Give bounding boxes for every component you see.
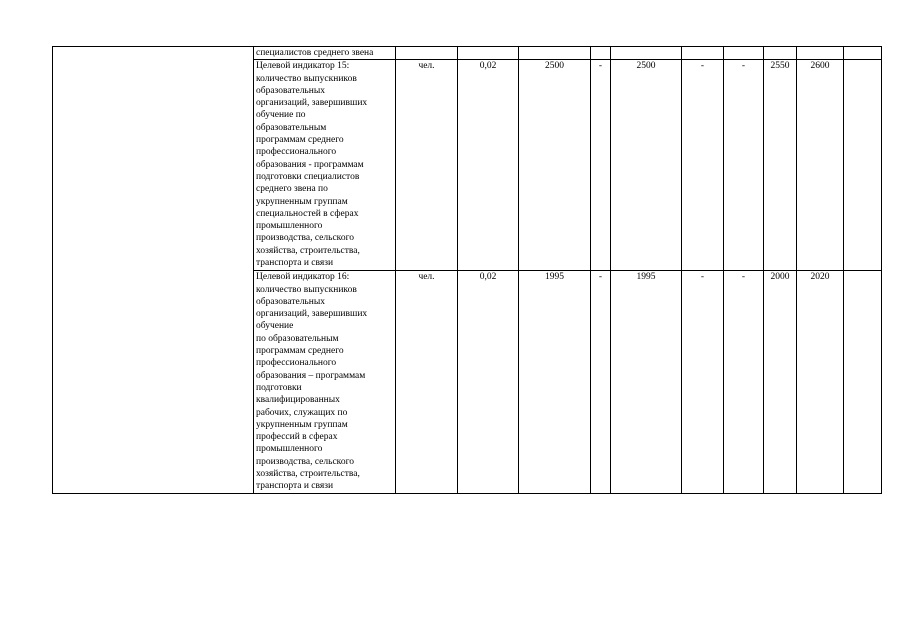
indicator-text-line: образовательных	[256, 85, 325, 96]
empty-cell	[724, 47, 764, 60]
value-cell: 2500	[611, 60, 682, 271]
indicator-text-line: промышленного	[256, 444, 323, 455]
value-cell	[844, 271, 882, 494]
indicator-text-line: транспорта и связи	[256, 481, 334, 492]
indicator-text-line: образования – программам	[256, 370, 366, 381]
indicator-text-line: программам среднего	[256, 346, 344, 357]
indicator-text-line: промышленного	[256, 221, 323, 232]
indicator-text-line: транспорта и связи	[256, 258, 334, 269]
indicator-text-line: обучение по	[256, 110, 306, 121]
indicator-text-line: количество выпускников	[256, 284, 357, 295]
value-cell: 2500	[519, 60, 591, 271]
value-cell: 2550	[764, 60, 797, 271]
indicator-text-line: квалифицированных	[256, 395, 340, 406]
indicator-text-line: производства, сельского	[256, 233, 354, 244]
empty-cell	[591, 47, 611, 60]
value-cell: -	[682, 60, 724, 271]
empty-cell	[458, 47, 519, 60]
indicator-text-line: укрупненным группам	[256, 419, 348, 430]
empty-cell	[519, 47, 591, 60]
value-cell: -	[591, 60, 611, 271]
empty-cell	[764, 47, 797, 60]
indicator-text-line: профессионального	[256, 358, 337, 369]
empty-cell	[797, 47, 844, 60]
indicator-text-line: специальностей в сферах	[256, 208, 359, 219]
indicator-text: специалистов среднего звена	[256, 48, 374, 58]
table-row-continuation	[53, 47, 882, 60]
indicator-text-line: Целевой индикатор 16:	[256, 272, 350, 283]
indicator-text-line: по образовательным	[256, 333, 339, 344]
value-cell: 2000	[764, 271, 797, 494]
weight-cell: 0,02	[458, 271, 519, 494]
indicator-text-cell	[254, 47, 396, 60]
indicator-text-line: хозяйства, строительства,	[256, 469, 360, 480]
indicator-text-line: рабочих, служащих по	[256, 407, 348, 418]
indicator-text-cell	[254, 271, 396, 494]
empty-cell	[682, 47, 724, 60]
indicator-text-line: образовательных	[256, 296, 325, 307]
indicator-table	[52, 46, 882, 494]
indicator-text-line: укрупненным группам	[256, 196, 348, 207]
indicator-text-line: организаций, завершивших	[256, 309, 368, 320]
indicator-text-line: подготовки специалистов	[256, 171, 360, 182]
value-cell: -	[724, 60, 764, 271]
value-cell: 1995	[611, 271, 682, 494]
indicator-text-line: подготовки	[256, 382, 302, 393]
program-cell	[53, 47, 254, 494]
indicator-text-line: образовательным	[256, 122, 327, 133]
unit-cell: чел.	[396, 271, 458, 494]
value-cell: -	[591, 271, 611, 494]
value-cell: 2020	[797, 271, 844, 494]
indicator-text-line: образования - программам	[256, 159, 364, 170]
unit-cell: чел.	[396, 60, 458, 271]
value-cell: 1995	[519, 271, 591, 494]
value-cell: 2600	[797, 60, 844, 271]
value-cell: -	[724, 271, 764, 494]
value-cell	[844, 60, 882, 271]
indicator-text-line: хозяйства, строительства,	[256, 245, 360, 256]
empty-cell	[611, 47, 682, 60]
empty-cell	[844, 47, 882, 60]
indicator-text-line: производства, сельского	[256, 456, 354, 467]
empty-cell	[396, 47, 458, 60]
indicator-text-line: обучение	[256, 321, 294, 332]
value-cell: -	[682, 271, 724, 494]
indicator-text-line: профессий в сферах	[256, 432, 338, 443]
indicator-text-line: организаций, завершивших	[256, 98, 368, 109]
indicator-text-line: среднего звена по	[256, 184, 328, 195]
weight-cell: 0,02	[458, 60, 519, 271]
indicator-text-line: количество выпускников	[256, 73, 357, 84]
indicator-text-line: профессионального	[256, 147, 337, 158]
indicator-text-cell	[254, 60, 396, 271]
indicator-text-line: программам среднего	[256, 135, 344, 146]
indicator-text-line: Целевой индикатор 15:	[256, 61, 350, 72]
